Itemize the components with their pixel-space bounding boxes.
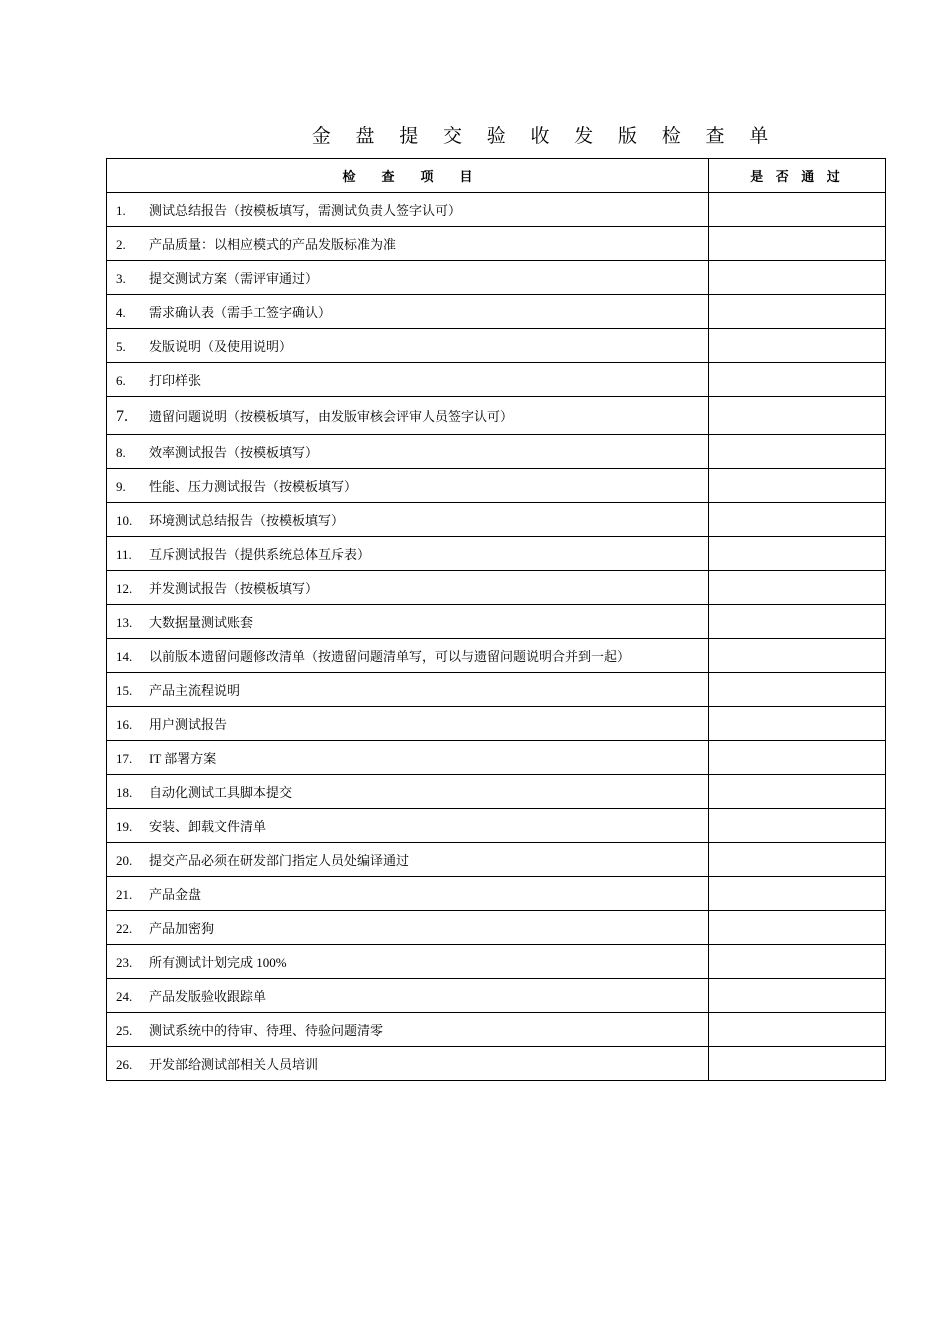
pass-status-cell[interactable]: [709, 775, 886, 809]
table-row: [107, 707, 886, 741]
item-text: 提交测试方案（需评审通过）: [149, 271, 319, 286]
pass-status-cell[interactable]: [709, 877, 886, 911]
check-item-cell: [107, 503, 709, 537]
item-number: 21.: [116, 887, 133, 902]
pass-status-cell[interactable]: [709, 571, 886, 605]
item-number: 9.: [116, 479, 126, 494]
check-item-cell: [107, 945, 709, 979]
header-char: 查: [381, 170, 395, 185]
table-row: [107, 809, 886, 843]
page-title: 金 盘 提 交 验 收 发 版 检 查 单: [311, 126, 779, 147]
check-item-cell: [107, 979, 709, 1013]
check-item-cell: [107, 1013, 709, 1047]
item-number: 19.: [116, 819, 133, 834]
table-row: [107, 363, 886, 397]
pass-status-cell[interactable]: [709, 363, 886, 397]
item-number: 16.: [116, 717, 133, 732]
column-header-check-item: [107, 159, 709, 193]
check-item-cell: [107, 1047, 709, 1081]
item-number: 15.: [116, 683, 133, 698]
check-item-cell: [107, 775, 709, 809]
item-text: 产品金盘: [149, 887, 202, 902]
table-row: [107, 877, 886, 911]
pass-status-cell[interactable]: [709, 1047, 886, 1081]
item-text: 开发部给测试部相关人员培训: [149, 1057, 319, 1072]
pass-status-cell[interactable]: [709, 397, 886, 435]
check-item-cell: [107, 227, 709, 261]
item-text: 产品加密狗: [149, 921, 215, 936]
table-row: [107, 1047, 886, 1081]
check-item-cell: [107, 193, 709, 227]
table-row: [107, 979, 886, 1013]
pass-status-cell[interactable]: [709, 227, 886, 261]
pass-status-cell[interactable]: [709, 469, 886, 503]
item-text: 用户测试报告: [149, 717, 228, 732]
table-row: [107, 469, 886, 503]
pass-status-cell[interactable]: [709, 673, 886, 707]
pass-status-cell[interactable]: [709, 1013, 886, 1047]
table-row: [107, 775, 886, 809]
column-header-passed: 是 否 通 过: [709, 159, 886, 193]
table-row: [107, 329, 886, 363]
item-number: 20.: [116, 853, 133, 868]
item-number: 3.: [116, 271, 126, 286]
item-text: IT 部署方案: [149, 751, 217, 766]
table-row: [107, 227, 886, 261]
check-item-cell: [107, 537, 709, 571]
item-text: 所有测试计划完成 100%: [149, 955, 287, 970]
item-text: 产品发版验收跟踪单: [149, 989, 267, 1004]
item-text: 遗留问题说明（按模板填写，由发版审核会评审人员签字认可）: [149, 408, 514, 424]
item-text: 自动化测试工具脚本提交: [149, 785, 293, 800]
table-row: [107, 295, 886, 329]
item-text: 以前版本遗留问题修改清单（按遗留问题清单写，可以与遗留问题说明合并到一起）: [149, 649, 631, 664]
table-row: [107, 605, 886, 639]
item-text: 产品质量：以相应模式的产品发版标准为准: [149, 237, 397, 252]
checklist-table: [106, 158, 886, 1081]
pass-status-cell[interactable]: [709, 741, 886, 775]
check-item-cell: [107, 741, 709, 775]
check-item-cell: [107, 571, 709, 605]
header-char: 项: [420, 170, 434, 185]
item-text: 发版说明（及使用说明）: [149, 339, 293, 354]
table-row: [107, 945, 886, 979]
item-text: 提交产品必须在研发部门指定人员处编译通过: [149, 853, 410, 868]
item-number: 8.: [116, 445, 126, 460]
pass-status-cell[interactable]: [709, 911, 886, 945]
table-row: [107, 1013, 886, 1047]
table-row: [107, 639, 886, 673]
check-item-cell: [107, 295, 709, 329]
table-row: [107, 397, 886, 435]
item-number: 2.: [116, 237, 126, 252]
table-row: [107, 911, 886, 945]
check-item-cell: [107, 639, 709, 673]
check-item-cell: [107, 673, 709, 707]
item-text: 环境测试总结报告（按模板填写）: [149, 513, 345, 528]
pass-status-cell[interactable]: [709, 945, 886, 979]
item-text: 并发测试报告（按模板填写）: [149, 581, 319, 596]
item-number: 6.: [116, 373, 126, 388]
check-item-cell: [107, 329, 709, 363]
pass-status-cell[interactable]: [709, 639, 886, 673]
item-text: 测试总结报告（按模板填写，需测试负责人签字认可）: [149, 203, 462, 218]
header-char: 目: [459, 170, 473, 185]
item-number: 25.: [116, 1023, 133, 1038]
item-text: 安装、卸载文件清单: [149, 819, 267, 834]
item-number: 18.: [116, 785, 133, 800]
item-number: 13.: [116, 615, 133, 630]
pass-status-cell[interactable]: [709, 329, 886, 363]
pass-status-cell[interactable]: [709, 261, 886, 295]
header-char: 检: [342, 170, 356, 185]
table-row: [107, 843, 886, 877]
item-number: 12.: [116, 581, 133, 596]
check-item-cell: [107, 397, 709, 435]
item-number: 7.: [116, 407, 128, 425]
pass-status-cell[interactable]: [709, 809, 886, 843]
item-number: 1.: [116, 203, 126, 218]
pass-status-cell[interactable]: [709, 979, 886, 1013]
pass-status-cell[interactable]: [709, 435, 886, 469]
item-number: 11.: [116, 547, 132, 562]
pass-status-cell[interactable]: [709, 503, 886, 537]
item-text: 性能、压力测试报告（按模板填写）: [149, 479, 358, 494]
check-item-cell: [107, 809, 709, 843]
item-text: 打印样张: [149, 373, 202, 388]
item-number: 5.: [116, 339, 126, 354]
table-row: [107, 571, 886, 605]
item-text: 大数据量测试账套: [149, 615, 254, 630]
item-number: 10.: [116, 513, 133, 528]
item-text: 互斥测试报告（提供系统总体互斥表）: [149, 547, 371, 562]
pass-status-cell[interactable]: [709, 193, 886, 227]
pass-status-cell[interactable]: [709, 843, 886, 877]
table-row: [107, 261, 886, 295]
table-header-row: [107, 159, 886, 193]
item-number: 17.: [116, 751, 133, 766]
table-row: [107, 673, 886, 707]
item-number: 23.: [116, 955, 133, 970]
check-item-cell: [107, 435, 709, 469]
pass-status-cell[interactable]: [709, 605, 886, 639]
item-number: 4.: [116, 305, 126, 320]
table-row: [107, 537, 886, 571]
check-item-cell: [107, 707, 709, 741]
item-text: 测试系统中的待审、待理、待验问题清零: [149, 1023, 384, 1038]
check-item-cell: [107, 877, 709, 911]
pass-status-cell[interactable]: [709, 707, 886, 741]
table-row: [107, 741, 886, 775]
item-text: 产品主流程说明: [149, 683, 241, 698]
item-text: 效率测试报告（按模板填写）: [149, 445, 319, 460]
check-item-cell: [107, 911, 709, 945]
item-number: 22.: [116, 921, 133, 936]
check-item-cell: [107, 469, 709, 503]
pass-status-cell[interactable]: [709, 537, 886, 571]
table-row: [107, 193, 886, 227]
item-number: 26.: [116, 1057, 133, 1072]
check-item-cell: [107, 363, 709, 397]
table-row: [107, 503, 886, 537]
item-text: 需求确认表（需手工签字确认）: [149, 305, 332, 320]
check-item-cell: [107, 605, 709, 639]
table-row: [107, 435, 886, 469]
check-item-cell: [107, 843, 709, 877]
item-number: 14.: [116, 649, 133, 664]
item-number: 24.: [116, 989, 133, 1004]
check-item-cell: [107, 261, 709, 295]
pass-status-cell[interactable]: [709, 295, 886, 329]
